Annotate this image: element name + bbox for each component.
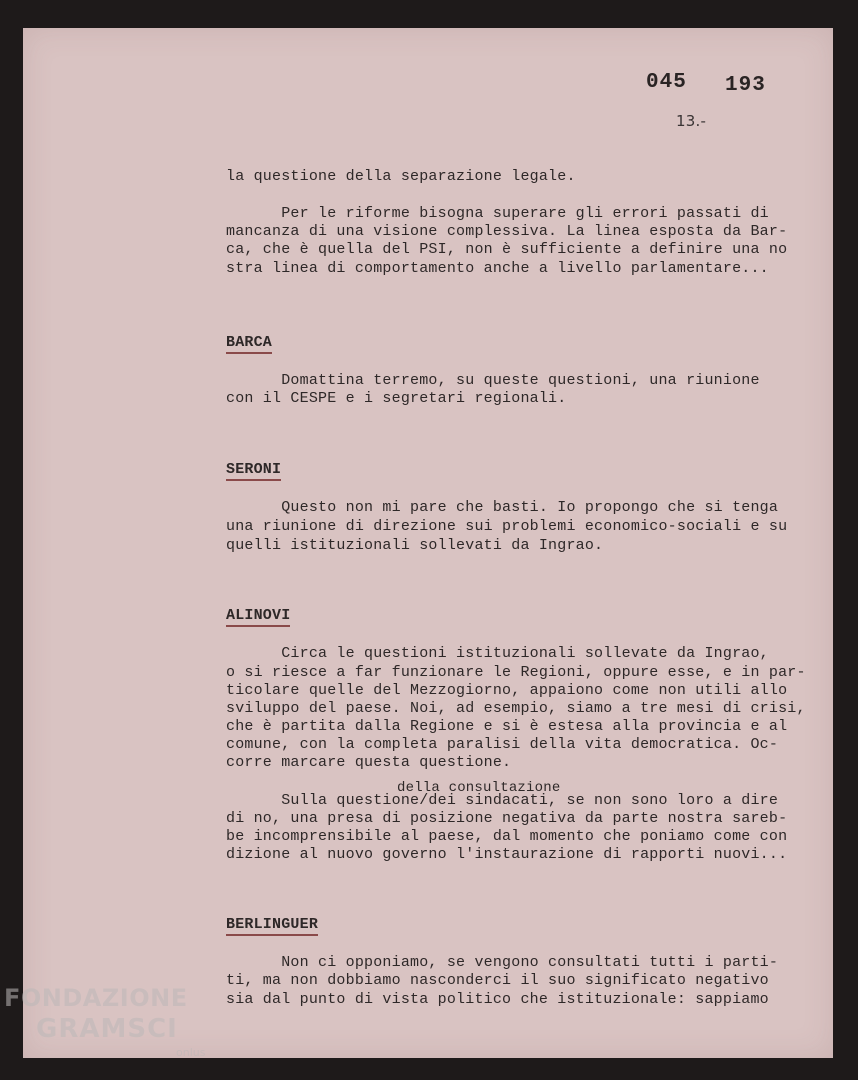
text-line: di no, una presa di posizione negativa da parte nostra sareb-	[226, 810, 788, 827]
speaker-berlinguer: BERLINGUER	[226, 916, 318, 936]
text-line: sviluppo del paese. Noi, ad esempio, siamo a tre mesi di crisi,	[226, 700, 806, 717]
archive-number-1: 045	[646, 71, 687, 94]
text-line: stra linea di comportamento anche a livello parlamentare...	[226, 260, 769, 277]
text-line: sia dal punto di vista politico che istituzionale: sappiamo	[226, 991, 769, 1008]
text-line: una riunione di direzione sui problemi economico-sociali e su	[226, 518, 788, 535]
text-line: Sulla questione/dei sindacati, se non sono loro a dire	[226, 792, 779, 809]
text-line: ca, che è quella del PSI, non è sufficiente a definire una no	[226, 241, 788, 258]
text-line: Non ci opponiamo, se vengono consultati tutti i parti-	[226, 954, 779, 971]
typed-insertion: della consultazione	[397, 780, 561, 796]
text-line: con il CESPE e i segretari regionali.	[226, 390, 567, 407]
text-line: corre marcare questa questione.	[226, 754, 512, 771]
watermark-fondazione: FONDAZIONE	[4, 984, 188, 1012]
watermark-onlus: onlus	[176, 1046, 206, 1059]
text-line: la questione della separazione legale.	[226, 168, 576, 185]
text-line: ticolare quelle del Mezzogiorno, appaiono come non utili allo	[226, 682, 788, 699]
speaker-seroni: SERONI	[226, 461, 281, 481]
text-line: Domattina terremo, su queste questioni, una riunione	[226, 372, 760, 389]
text-line: ti, ma non dobbiamo nasconderci il suo significato negativo	[226, 972, 769, 989]
page-number: 13.-	[676, 112, 707, 130]
watermark-gramsci: GRAMSCI	[36, 1014, 178, 1044]
text-line: Circa le questioni istituzionali sollevate da Ingrao,	[226, 645, 769, 662]
text-line: Questo non mi pare che basti. Io propongo che si tenga	[226, 499, 779, 516]
text-line: quelli istituzionali sollevati da Ingrao.	[226, 537, 604, 554]
speaker-alinovi: ALINOVI	[226, 607, 290, 627]
text-line: comune, con la completa paralisi della vita democratica. Oc-	[226, 736, 779, 753]
text-line: dizione al nuovo governo l'instaurazione di rapporti nuovi...	[226, 846, 788, 863]
text-line: Per le riforme bisogna superare gli errori passati di	[226, 205, 769, 222]
archive-number-2: 193	[725, 74, 766, 97]
text-line: che è partita dalla Regione e si è estesa alla provincia e al	[226, 718, 788, 735]
speaker-barca: BARCA	[226, 334, 272, 354]
text-line: o si riesce a far funzionare le Regioni, oppure esse, e in par-	[226, 664, 806, 681]
text-line: mancanza di una visione complessiva. La linea esposta da Bar-	[226, 223, 788, 240]
text-line: be incomprensibile al paese, dal momento che poniamo come con	[226, 828, 788, 845]
